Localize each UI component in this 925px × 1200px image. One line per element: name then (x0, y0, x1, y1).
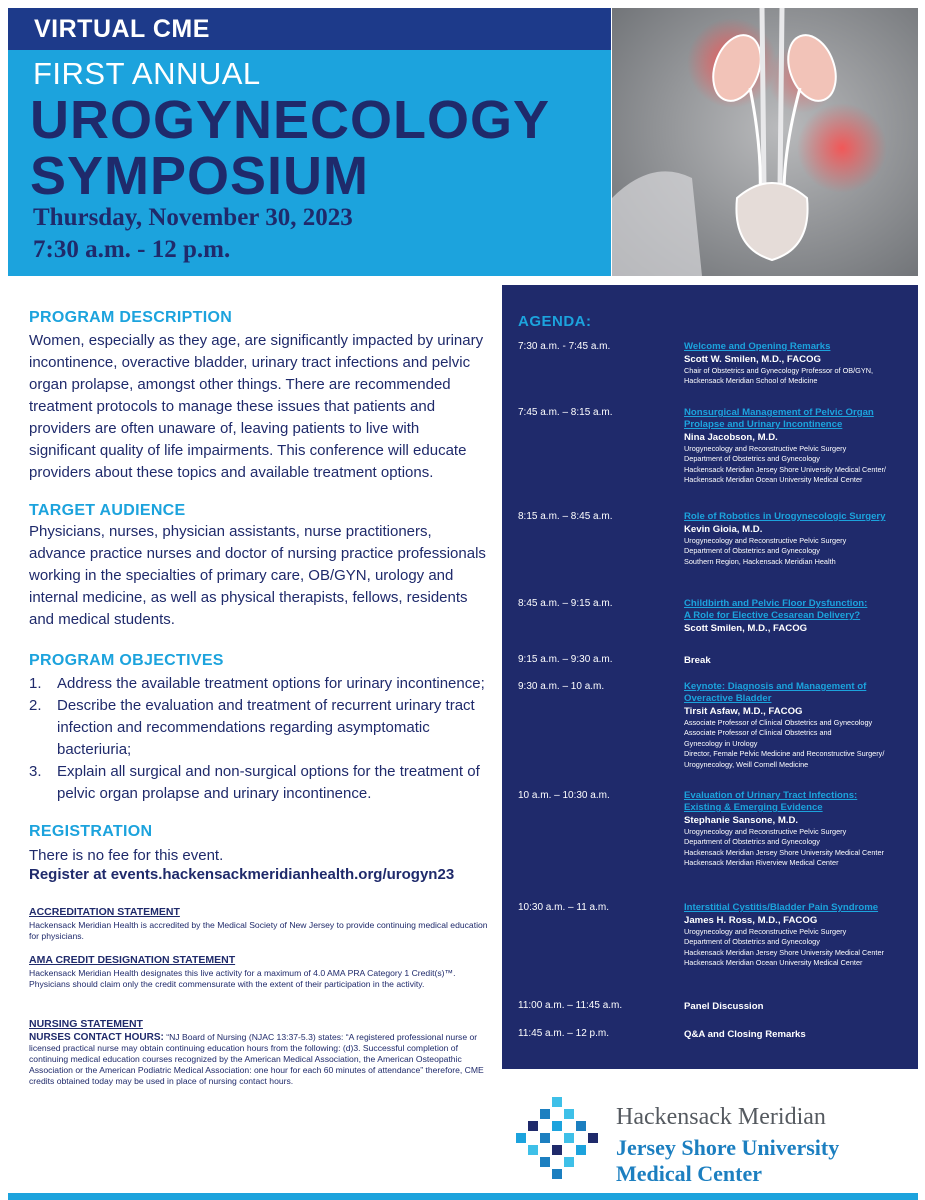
agenda-session-title[interactable]: Role of Robotics in Urogynecologic Surgery (684, 511, 886, 522)
target-audience-heading: TARGET AUDIENCE (29, 502, 186, 519)
agenda-speaker-affiliation: Urogynecology and Reconstructive Pelvic Surgery Department of Obstetrics and Gynecology Hackensack Meridian Jersey Shore University Medical Center/ Hackensack Meridian Ocean University Medical Center (684, 444, 886, 485)
agenda-speaker: Stephanie Sansone, M.D. (684, 815, 799, 826)
registration-fee-text: There is no fee for this event. (29, 847, 224, 864)
agenda-time: 9:30 a.m. – 10 a.m. (518, 681, 605, 692)
agenda-speaker-affiliation: Associate Professor of Clinical Obstetrics and Gynecology Associate Professor of Clinical Obstetrics and Gynecology in Urology Director, Female Pelvic Medicine and Reconstructive Surgery/ Urogynecology, Weill Cornell Medicine (684, 718, 885, 769)
agenda-speaker: Panel Discussion (684, 1001, 764, 1012)
agenda-session-title[interactable]: Keynote: Diagnosis and Management of Overactive Bladder (684, 681, 867, 704)
agenda-details (684, 1000, 912, 1013)
virtual-cme-label: VIRTUAL CME (34, 15, 210, 43)
title-line-2: SYMPOSIUM (30, 146, 370, 206)
agenda-details (684, 654, 912, 667)
logo-square (564, 1133, 574, 1143)
logo-square (540, 1157, 550, 1167)
logo-square (528, 1121, 538, 1131)
agenda-speaker-affiliation: Urogynecology and Reconstructive Pelvic Surgery Department of Obstetrics and Gynecology Hackensack Meridian Jersey Shore University Medical Center Hackensack Meridian Ocean University Medical Center (684, 927, 884, 968)
ama-credit-heading: AMA CREDIT DESIGNATION STATEMENT (29, 954, 236, 966)
agenda-speaker-affiliation: Urogynecology and Reconstructive Pelvic Surgery Department of Obstetrics and Gynecology Southern Region, Hackensack Meridian Health (684, 536, 847, 566)
agenda-time: 11:00 a.m. – 11:45 a.m. (518, 1000, 623, 1011)
agenda-speaker: James H. Ross, M.D., FACOG (684, 915, 818, 926)
target-audience-text: Physicians, nurses, physician assistants, nurse practitioners, advance practice nurses and doctor of nursing practice professionals working in the specialties of primary care, OB/GYN, urology and internal medicine, as well as physical therapists, fellows, residents and medical students. (29, 523, 486, 628)
agenda-heading: AGENDA: (518, 313, 592, 330)
objectives-list (29, 673, 489, 805)
logo-square (588, 1133, 598, 1143)
agenda-speaker: Q&A and Closing Remarks (684, 1029, 806, 1040)
ama-credit-text: Hackensack Meridian Health designates this live activity for a maximum of 4.0 AMA PRA Category 1 Credit(s)™. Physicians should claim only the credit commensurate with the extent of their participation in the activity. (29, 968, 456, 989)
accreditation-heading: ACCREDITATION STATEMENT (29, 906, 180, 918)
agenda-time: 8:45 a.m. – 9:15 a.m. (518, 598, 613, 609)
program-objectives-heading: PROGRAM OBJECTIVES (29, 652, 224, 669)
nursing-contact-hours-label: NURSES CONTACT HOURS: (29, 1032, 164, 1043)
logo-square (528, 1145, 538, 1155)
header-banner (8, 50, 611, 276)
agenda-session-title[interactable]: Nonsurgical Management of Pelvic Organ Prolapse and Urinary Incontinence (684, 407, 874, 430)
nursing-statement-block (29, 1032, 491, 1087)
agenda-time: 8:15 a.m. – 8:45 a.m. (518, 511, 613, 522)
agenda-time: 7:30 a.m. - 7:45 a.m. (518, 341, 611, 352)
urinary-system-illustration (612, 8, 918, 276)
logo-square (564, 1109, 574, 1119)
logo-text-line-2: Jersey Shore University (616, 1135, 840, 1160)
logo-text-line-3: Medical Center (616, 1161, 762, 1186)
agenda-speaker: Nina Jacobson, M.D. (684, 432, 778, 443)
logo-square (516, 1133, 526, 1143)
agenda-details (684, 790, 912, 869)
program-description-text: Women, especially as they age, are significantly impacted by urinary incontinence, overactive bladder, urinary tract infections and pelvic organ prolapse, amongst other things. There are recommended treatment protocols to manage these issues that patients and providers are often unaware of, leaving patients to live with significant quality of life impairments. This conference will educate providers about these topics and available treatment options. (29, 332, 484, 481)
agenda-speaker-affiliation: Urogynecology and Reconstructive Pelvic Surgery Department of Obstetrics and Gynecology Hackensack Meridian Jersey Shore University Medical Center Hackensack Meridian Riverview Medical Center (684, 827, 884, 868)
agenda-time: 7:45 a.m. – 8:15 a.m. (518, 407, 613, 418)
logo-square (540, 1133, 550, 1143)
agenda-speaker: Tirsit Asfaw, M.D., FACOG (684, 706, 803, 717)
agenda-details (684, 341, 912, 387)
logo-square (540, 1109, 550, 1119)
logo-text-line-1: Hackensack Meridian (616, 1104, 826, 1130)
agenda-time: 10:30 a.m. – 11 a.m. (518, 902, 609, 913)
agenda-speaker: Scott Smilen, M.D., FACOG (684, 623, 808, 634)
list-item: 1. Address the available treatment options for urinary incontinence; (29, 675, 485, 692)
agenda-speaker: Kevin Gioia, M.D. (684, 524, 763, 535)
agenda-details (684, 681, 912, 770)
nursing-statement-text: “NJ Board of Nursing (NJAC 13:37-5.3) states: “A registered professional nurse or licensed practical nurse may obtain continuing education hours from the following: (d)3. Successful completion of continuing medical education courses recognized by the American Medical Association, the American Osteopathic Association or the American Podiatric Medical Association: one hour for each 60 minutes of attendance” therefore, CME credits obtained today may be used in place of nursing contact hours. (29, 1032, 484, 1086)
agenda-details (684, 902, 912, 969)
agenda-session-title[interactable]: Welcome and Opening Remarks (684, 341, 831, 352)
agenda-speaker: Break (684, 655, 711, 666)
registration-link[interactable]: Register at events.hackensackmeridianhealth.org/urogyn23 (29, 866, 455, 883)
agenda-time: 11:45 a.m. – 12 p.m. (518, 1028, 609, 1039)
agenda-time: 10 a.m. – 10:30 a.m. (518, 790, 610, 801)
registration-heading: REGISTRATION (29, 823, 153, 840)
program-description-heading: PROGRAM DESCRIPTION (29, 309, 233, 326)
logo-square (576, 1121, 586, 1131)
agenda-time: 9:15 a.m. – 9:30 a.m. (518, 654, 613, 665)
agenda-details (684, 407, 912, 486)
logo-square (564, 1157, 574, 1167)
logo-square (552, 1169, 562, 1179)
logo-square (552, 1145, 562, 1155)
bottom-accent-bar (8, 1193, 918, 1200)
agenda-speaker-affiliation: Chair of Obstetrics and Gynecology Professor of OB/GYN, Hackensack Meridian School of Medicine (684, 366, 873, 386)
agenda-session-title[interactable]: Childbirth and Pelvic Floor Dysfunction: A Role for Elective Cesarean Delivery? (684, 598, 868, 621)
accreditation-text: Hackensack Meridian Health is accredited by the Medical Society of New Jersey to provide continuing medical education for physicians. (29, 920, 488, 941)
hackensack-meridian-logo-mark (512, 1093, 604, 1185)
agenda-panel (502, 285, 918, 1069)
event-date: Thursday, November 30, 2023 (33, 204, 353, 231)
title-line-1: UROGYNECOLOGY (30, 90, 551, 150)
subtitle: FIRST ANNUAL (33, 56, 261, 91)
logo-square (552, 1097, 562, 1107)
agenda-details (684, 1028, 912, 1041)
nursing-statement-heading: NURSING STATEMENT (29, 1018, 143, 1030)
header-tag-bar (8, 8, 611, 50)
list-item: 2. Describe the evaluation and treatment of recurrent urinary tract infection and recommendations regarding asymptomatic bacteriuria; (29, 697, 475, 758)
agenda-details (684, 598, 912, 635)
event-time: 7:30 a.m. - 12 p.m. (33, 236, 231, 263)
logo-square (552, 1121, 562, 1131)
agenda-speaker: Scott W. Smilen, M.D., FACOG (684, 354, 821, 365)
agenda-session-title[interactable]: Interstitial Cystitis/Bladder Pain Syndrome (684, 902, 879, 913)
agenda-details (684, 511, 912, 567)
logo-square (576, 1145, 586, 1155)
list-item: 3. Explain all surgical and non-surgical options for the treatment of pelvic organ prolapse and urinary incontinence. (29, 763, 480, 802)
agenda-session-title[interactable]: Evaluation of Urinary Tract Infections: Existing & Emerging Evidence (684, 790, 858, 813)
